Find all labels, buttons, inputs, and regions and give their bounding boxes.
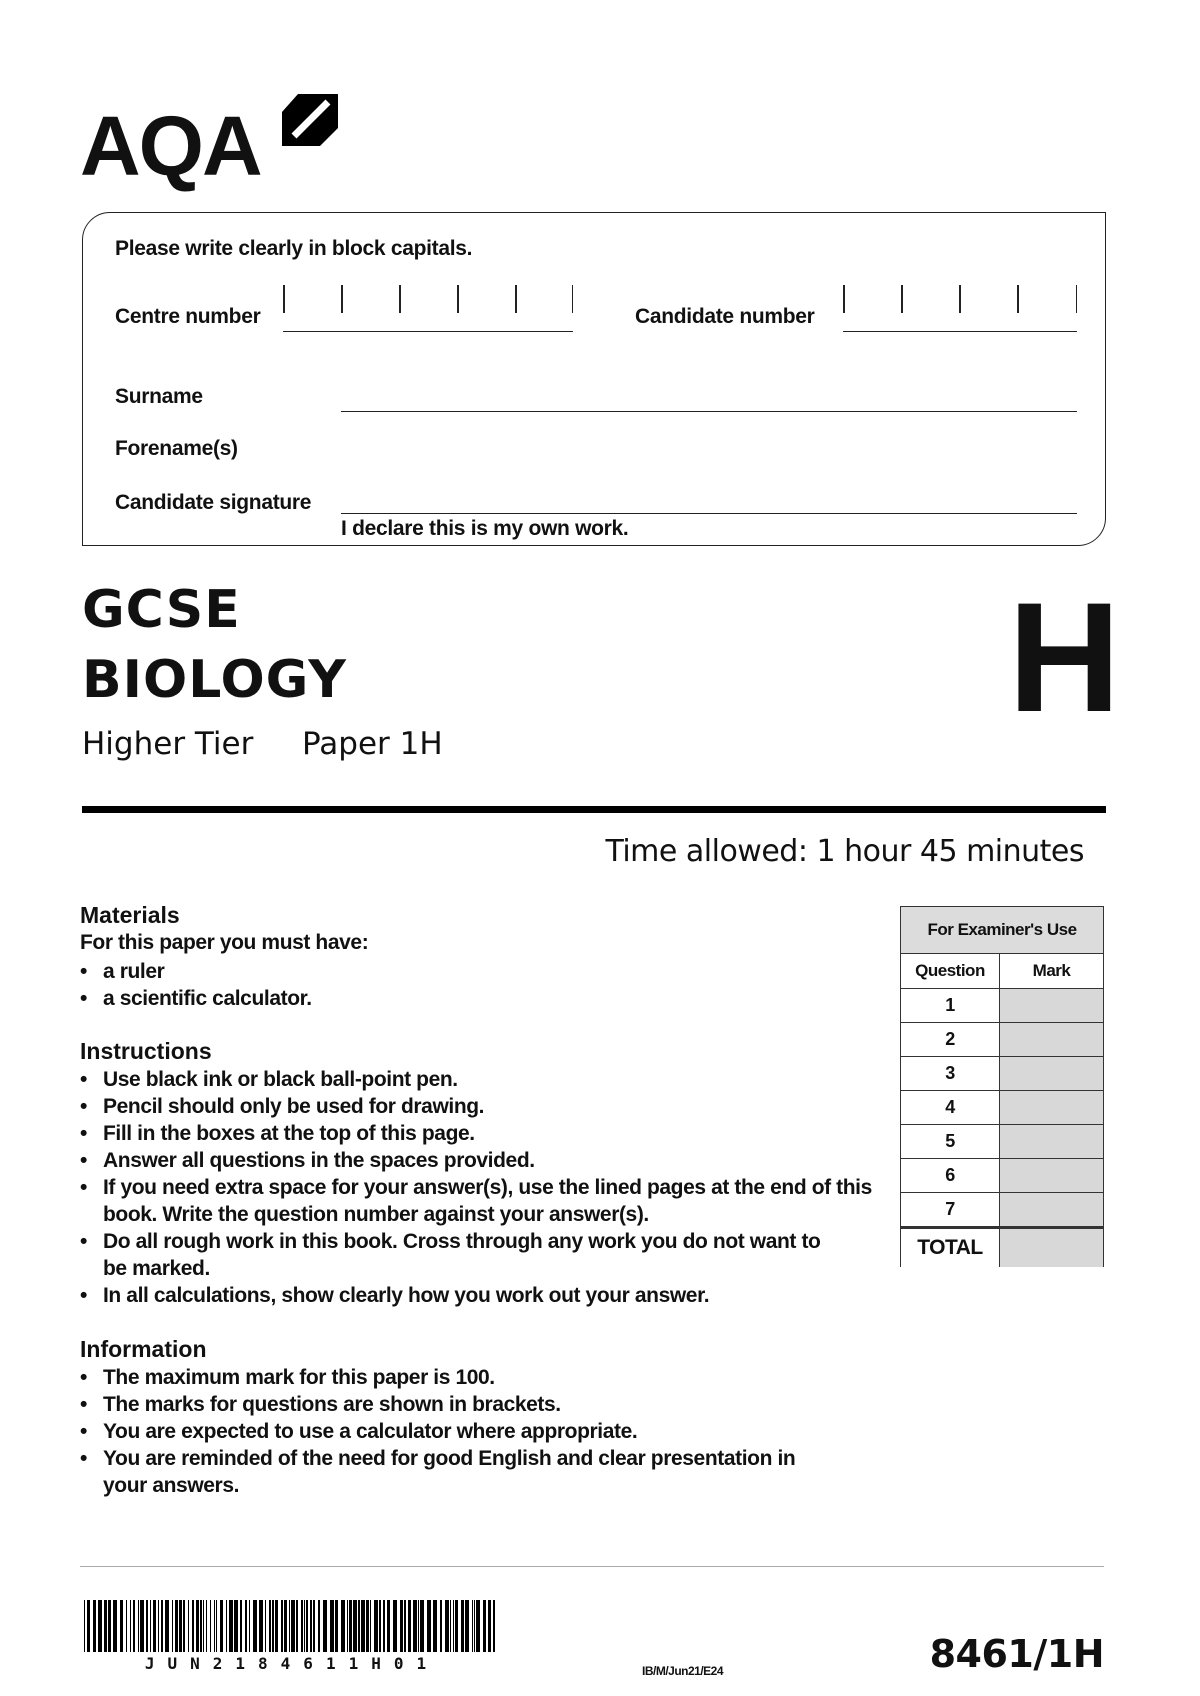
list-item: • Do all rough work in this book. Cross through any work you do not want to be marked. <box>80 1228 843 1282</box>
barcode-bar <box>306 1600 308 1652</box>
barcode-bar <box>358 1600 360 1652</box>
document-reference: IB/M/Jun21/E24 <box>642 1664 724 1678</box>
barcode-bar <box>240 1600 242 1652</box>
logo-text: AQA <box>80 99 261 193</box>
list-item: • The maximum mark for this paper is 100. <box>80 1364 840 1391</box>
barcode-bar <box>450 1600 451 1652</box>
barcode-bar <box>313 1600 315 1652</box>
mark-cell[interactable] <box>1000 1023 1104 1057</box>
barcode-bar <box>84 1600 85 1652</box>
table-row <box>901 1057 1104 1091</box>
centre-number-field[interactable] <box>283 281 573 332</box>
barcode-bar <box>440 1600 442 1652</box>
tier-label: Higher Tier <box>82 726 254 762</box>
mark-cell[interactable] <box>1000 1091 1104 1125</box>
question-number: 7 <box>901 1193 1000 1228</box>
barcode-bar <box>93 1600 96 1652</box>
barcode-bar <box>465 1600 469 1652</box>
list-item: • In all calculations, show clearly how you work out your answer. <box>80 1282 880 1309</box>
barcode-bar <box>165 1600 169 1652</box>
barcode-bar <box>366 1600 369 1652</box>
barcode-bar <box>210 1600 211 1652</box>
barcode-bar <box>433 1600 437 1652</box>
materials-list <box>80 958 870 1012</box>
candidate-number-label: Candidate number <box>635 305 815 328</box>
centre-digit-box[interactable] <box>399 281 457 331</box>
barcode-bar <box>361 1600 365 1652</box>
barcode-bar <box>347 1600 348 1652</box>
barcode-bar <box>374 1600 378 1652</box>
list-item: • Fill in the boxes at the top of this page. <box>80 1120 880 1147</box>
barcode-bar <box>140 1600 144 1652</box>
information-heading: Information <box>80 1336 207 1362</box>
examiner-table-title: For Examiner's Use <box>901 907 1104 954</box>
barcode-bar <box>259 1600 263 1652</box>
declaration-text: I declare this is my own work. <box>341 517 629 540</box>
instructions-list <box>80 1066 880 1309</box>
information-list <box>80 1364 840 1499</box>
barcode-bar <box>203 1600 204 1652</box>
barcode-bar <box>413 1600 417 1652</box>
centre-digit-box[interactable] <box>283 281 341 331</box>
barcode-bar <box>275 1600 278 1652</box>
question-number: 1 <box>901 989 1000 1023</box>
table-row <box>901 1193 1104 1228</box>
barcode-bar <box>445 1600 449 1652</box>
mark-cell[interactable] <box>1000 1159 1104 1193</box>
barcode-bar <box>493 1600 495 1652</box>
barcode-bar <box>296 1600 298 1652</box>
barcode-bar <box>175 1600 178 1652</box>
list-item: • You are reminded of the need for good English and clear presentation in your answers. <box>80 1445 823 1499</box>
list-item: • You are expected to use a calculator where appropriate. <box>80 1418 840 1445</box>
barcode-bar <box>427 1600 431 1652</box>
list-item: • The marks for questions are shown in brackets. <box>80 1391 840 1418</box>
barcode-bar <box>153 1600 156 1652</box>
barcode-bar <box>146 1600 148 1652</box>
barcode-bar <box>400 1600 403 1652</box>
barcode-bar <box>483 1600 486 1652</box>
forenames-label: Forename(s) <box>115 437 238 460</box>
barcode-bar <box>249 1600 250 1652</box>
aqa-logo <box>80 90 350 193</box>
barcode-bar <box>387 1600 390 1652</box>
examiner-use-table <box>900 906 1104 1267</box>
table-row <box>901 1125 1104 1159</box>
divider <box>82 806 1106 813</box>
barcode-bar <box>226 1600 227 1652</box>
total-row <box>901 1228 1104 1268</box>
barcode-bar <box>108 1600 111 1652</box>
list-item: • If you need extra space for your answer(s), use the lined pages at the end of this book. Write the question number against your answer(s). <box>80 1174 880 1228</box>
barcode-bar <box>379 1600 381 1652</box>
barcode-bar <box>158 1600 159 1652</box>
barcode-bar <box>291 1600 295 1652</box>
list-item: • Use black ink or black ball-point pen. <box>80 1066 880 1093</box>
aqa-logo-mark-icon <box>280 92 340 148</box>
barcode-bar <box>488 1600 491 1652</box>
centre-digit-box[interactable] <box>341 281 399 331</box>
barcode-bar <box>335 1600 338 1652</box>
barcode-bar <box>216 1600 217 1652</box>
mark-column-header: Mark <box>1000 954 1104 989</box>
barcode-bar <box>301 1600 303 1652</box>
barcode-bar <box>192 1600 194 1652</box>
candidate-details-box <box>82 212 1106 546</box>
question-number: 3 <box>901 1057 1000 1091</box>
barcode-bar <box>304 1600 305 1652</box>
question-number: 5 <box>901 1125 1000 1159</box>
barcode-bar <box>370 1600 371 1652</box>
barcode-bar <box>161 1600 163 1652</box>
barcode-bar <box>253 1600 257 1652</box>
barcode-bar <box>393 1600 397 1652</box>
barcode-bar <box>214 1600 215 1652</box>
mark-cell[interactable] <box>1000 1125 1104 1159</box>
mark-cell[interactable] <box>1000 1057 1104 1091</box>
barcode-bar <box>472 1600 473 1652</box>
barcode-bar <box>318 1600 320 1652</box>
table-row <box>901 1091 1104 1125</box>
candidate-digit-box[interactable] <box>901 281 959 331</box>
footer-divider <box>80 1566 1104 1567</box>
barcode-bar <box>120 1600 123 1652</box>
barcode-bar <box>420 1600 424 1652</box>
table-row <box>901 1023 1104 1057</box>
question-number: 6 <box>901 1159 1000 1193</box>
barcode-bar <box>353 1600 357 1652</box>
barcode-bar <box>200 1600 202 1652</box>
barcode-bar <box>330 1600 334 1652</box>
instructions-heading: Instructions <box>80 1038 212 1064</box>
barcode-bar <box>455 1600 458 1652</box>
block-capitals-instruction: Please write clearly in block capitals. <box>115 237 473 260</box>
barcode-bar <box>188 1600 189 1652</box>
mark-cell[interactable] <box>1000 1193 1104 1228</box>
barcode-bar <box>265 1600 266 1652</box>
barcode-bar <box>206 1600 207 1652</box>
barcode-bar <box>150 1600 151 1652</box>
paper-label: Paper 1H <box>302 726 443 762</box>
barcode-bar <box>245 1600 247 1652</box>
barcode-bar <box>461 1600 464 1652</box>
barcode-bar <box>476 1600 480 1652</box>
barcode-bar <box>341 1600 345 1652</box>
barcode-bar <box>98 1600 102 1652</box>
barcode-bar <box>130 1600 131 1652</box>
materials-heading: Materials <box>80 902 180 928</box>
table-row <box>901 1159 1104 1193</box>
barcode <box>84 1600 500 1652</box>
barcode-bar <box>310 1600 312 1652</box>
barcode-bar <box>104 1600 107 1652</box>
barcode-bar <box>87 1600 90 1652</box>
barcode-bar <box>229 1600 233 1652</box>
barcode-bar <box>183 1600 185 1652</box>
mark-cell[interactable] <box>1000 989 1104 1023</box>
signature-line[interactable] <box>341 513 1077 514</box>
barcode-bar <box>418 1600 419 1652</box>
centre-digit-box[interactable] <box>457 281 515 331</box>
list-item: • Pencil should only be used for drawing. <box>80 1093 880 1120</box>
barcode-bar <box>474 1600 475 1652</box>
barcode-bar <box>220 1600 223 1652</box>
barcode-bar <box>272 1600 274 1652</box>
question-number: 2 <box>901 1023 1000 1057</box>
signature-label: Candidate signature <box>115 491 312 514</box>
barcode-bar <box>383 1600 385 1652</box>
candidate-digit-box[interactable] <box>1017 281 1077 331</box>
barcode-bar <box>138 1600 139 1652</box>
candidate-digit-box[interactable] <box>843 281 901 331</box>
barcode-bar <box>453 1600 454 1652</box>
paper-code: 8461/1H <box>929 1632 1104 1676</box>
barcode-bar <box>323 1600 327 1652</box>
barcode-bar <box>281 1600 283 1652</box>
total-mark-cell[interactable] <box>1000 1228 1104 1268</box>
barcode-bar <box>349 1600 352 1652</box>
barcode-bar <box>234 1600 238 1652</box>
question-number: 4 <box>901 1091 1000 1125</box>
barcode-bar <box>126 1600 127 1652</box>
time-allowed: Time allowed: 1 hour 45 minutes <box>605 834 1084 869</box>
subject-title: BIOLOGY <box>82 650 347 710</box>
list-item: • a scientific calculator. <box>80 985 870 1012</box>
surname-line[interactable] <box>341 411 1077 412</box>
barcode-bar <box>269 1600 271 1652</box>
candidate-digit-box[interactable] <box>959 281 1017 331</box>
barcode-bar <box>133 1600 135 1652</box>
barcode-bar <box>172 1600 173 1652</box>
list-item: • Answer all questions in the spaces provided. <box>80 1147 880 1174</box>
qualification-title: GCSE <box>82 580 241 640</box>
materials-intro: For this paper you must have: <box>80 931 369 954</box>
barcode-bar <box>404 1600 406 1652</box>
question-column-header: Question <box>901 954 1000 989</box>
total-label: TOTAL <box>901 1228 1000 1268</box>
candidate-number-field[interactable] <box>843 281 1077 332</box>
barcode-bar <box>196 1600 199 1652</box>
surname-label: Surname <box>115 385 203 408</box>
table-row <box>901 989 1104 1023</box>
list-item: • a ruler <box>80 958 870 985</box>
barcode-bar <box>113 1600 117 1652</box>
barcode-text: JUN2184611H01 <box>144 1654 440 1673</box>
barcode-bar <box>289 1600 290 1652</box>
centre-number-label: Centre number <box>115 305 261 328</box>
centre-digit-box[interactable] <box>515 281 573 331</box>
barcode-bar <box>179 1600 182 1652</box>
barcode-bar <box>284 1600 287 1652</box>
barcode-bar <box>408 1600 411 1652</box>
tier-letter: H <box>1008 571 1121 745</box>
